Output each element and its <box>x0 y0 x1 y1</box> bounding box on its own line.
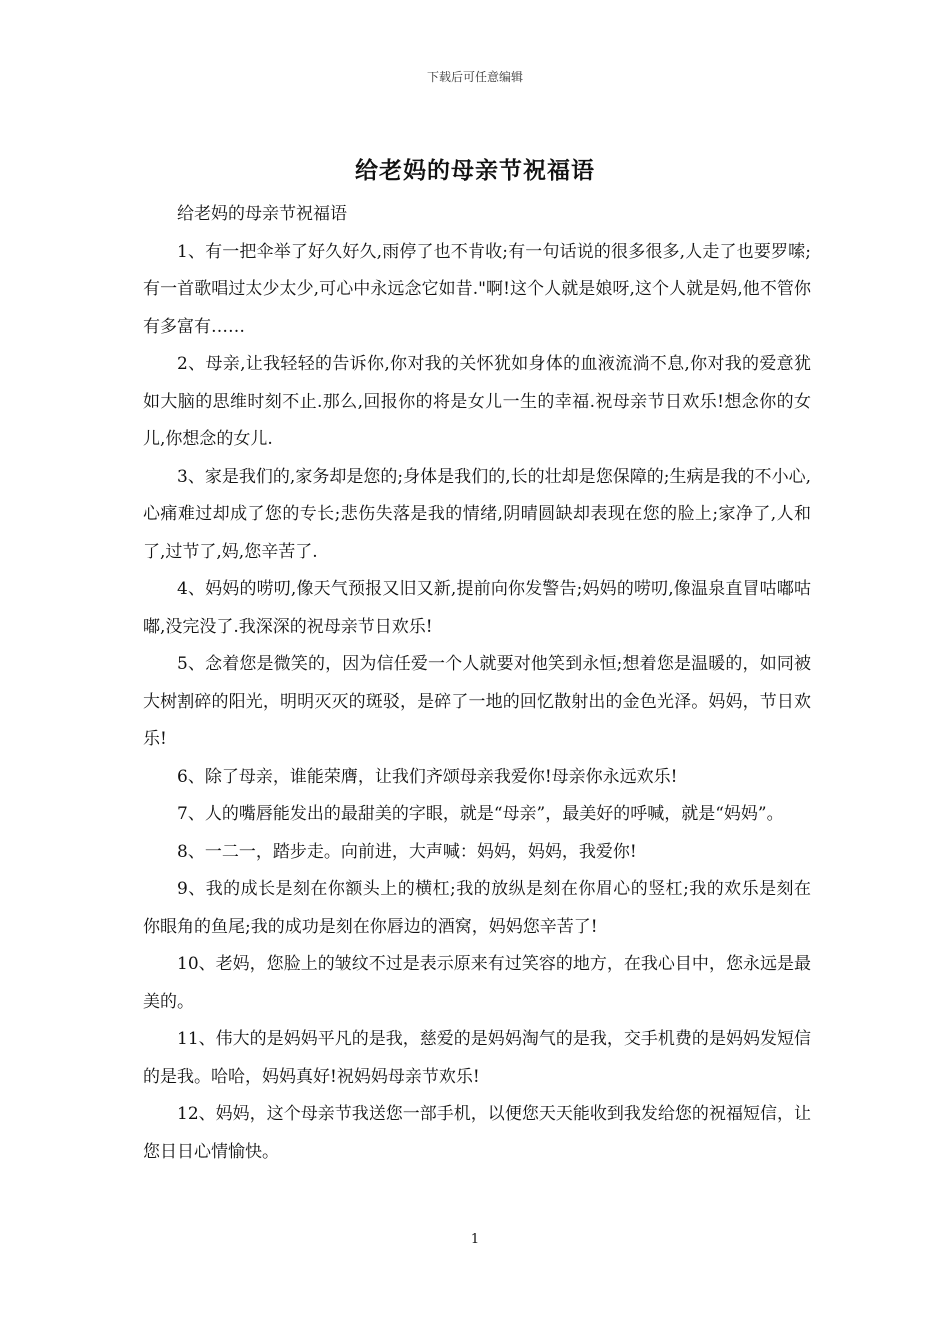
paragraph-7: 7、人的嘴唇能发出的最甜美的字眼，就是“母亲”，最美好的呼喊，就是“妈妈”。 <box>177 804 784 824</box>
paragraph-12: 12、妈妈，这个母亲节我送您一部手机，以便您天天能收到我发给您的祝福短信，让您日日心情愉快。 <box>143 1104 811 1162</box>
paragraph-8: 8、一二一，踏步走。向前进，大声喊：妈妈，妈妈，我爱你! <box>177 841 637 862</box>
paragraph-5: 5、念着您是微笑的，因为信任爱一个人就要对他笑到永恒;想着您是温暖的，如同被大树割碎的阳光，明明灭灭的斑驳，是碎了一地的回忆散射出的金色光泽。妈妈，节日欢乐! <box>143 654 811 749</box>
paragraph-1: 1、有一把伞举了好久好久,雨停了也不肯收;有一句话说的很多很多,人走了也要罗嗦;有一首歌唱过太少太少,可心中永远念它如昔."啊!这个人就是娘呀,这个人就是妈,他不管你有多富有…… <box>143 241 811 337</box>
paragraph-4: 4、妈妈的唠叨,像天气预报又旧又新,提前向你发警告;妈妈的唠叨,像温泉直冒咕嘟咕嘟,没完没了.我深深的祝母亲节日欢乐! <box>143 579 811 637</box>
paragraph-10: 10、老妈，您脸上的皱纹不过是表示原来有过笑容的地方，在我心目中，您永远是最美的。 <box>143 954 811 1012</box>
paragraph-3: 3、家是我们的,家务却是您的;身体是我们的,长的壮却是您保障的;生病是我的不小心,心痛难过却成了您的专长;悲伤失落是我的情绪,阴晴圆缺却表现在您的脸上;家净了,人和了,过节了,妈,您辛苦了. <box>143 466 811 562</box>
page-number: 1 <box>470 1232 480 1247</box>
paragraph-9: 9、我的成长是刻在你额头上的横杠;我的放纵是刻在你眉心的竖杠;我的欢乐是刻在你眼角的鱼尾;我的成功是刻在你唇边的酒窝，妈妈您辛苦了! <box>143 879 811 937</box>
document-subtitle: 给老妈的母亲节祝福语 <box>177 204 347 224</box>
document-body <box>143 196 811 1171</box>
paragraph-6: 6、除了母亲，谁能荣膺，让我们齐颂母亲我爱你!母亲你永远欢乐! <box>177 766 678 787</box>
page-header: 下载后可任意编辑 <box>426 70 523 84</box>
paragraph-2: 2、母亲,让我轻轻的告诉你,你对我的关怀犹如身体的血液流淌不息,你对我的爱意犹如大脑的思维时刻不止.那么,回报你的将是女儿一生的幸福.祝母亲节日欢乐!想念你的女儿,你想念的女儿. <box>143 354 811 449</box>
document-title: 给老妈的母亲节祝福语 <box>355 157 595 184</box>
paragraph-11: 11、伟大的是妈妈平凡的是我，慈爱的是妈妈淘气的是我，交手机费的是妈妈发短信的是我。哈哈，妈妈真好!祝妈妈母亲节欢乐! <box>143 1029 811 1087</box>
